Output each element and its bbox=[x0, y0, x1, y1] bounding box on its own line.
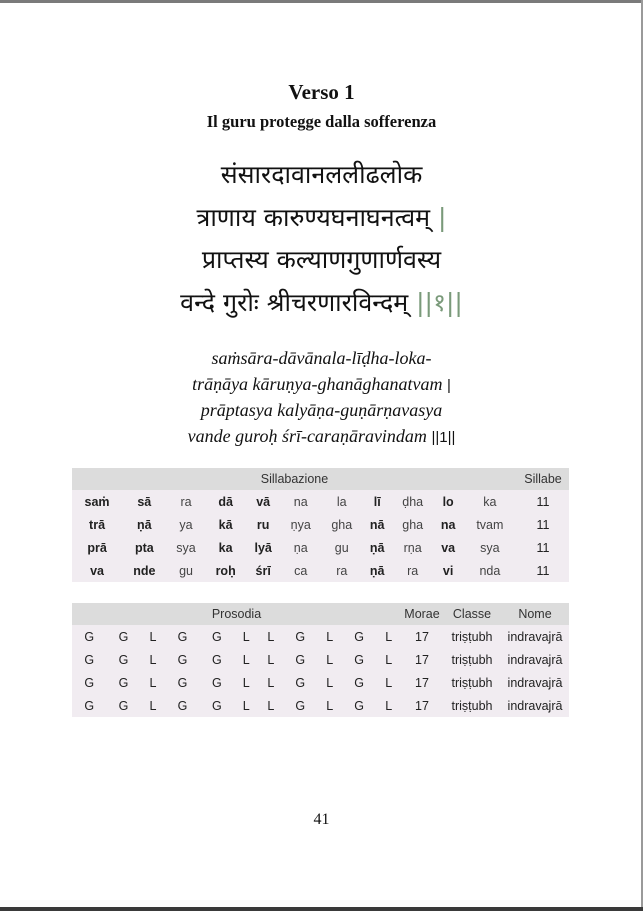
prosody-weight-cell: L bbox=[242, 629, 250, 644]
syllable-cell: sya bbox=[176, 540, 196, 555]
window-top-border bbox=[0, 0, 643, 3]
syllable-cell: roḥ bbox=[215, 563, 236, 578]
syllable-cell: prā bbox=[87, 540, 107, 555]
prosody-weight-cell: L bbox=[242, 698, 250, 713]
prosody-weight-cell: G bbox=[295, 652, 306, 667]
prosody-weight-cell: L bbox=[149, 652, 157, 667]
syllable-cell: va bbox=[441, 540, 456, 555]
syllable-cell: rṇa bbox=[403, 540, 422, 555]
prosody-class-cell: triṣṭubh bbox=[451, 652, 493, 667]
syllable-cell: gha bbox=[331, 517, 353, 532]
syllable-cell: nde bbox=[133, 563, 156, 578]
syllable-cell: lo bbox=[442, 494, 454, 509]
page-number: 41 bbox=[313, 811, 330, 828]
prosody-morae-cell: 17 bbox=[415, 675, 429, 690]
morae-header: Morae bbox=[401, 603, 443, 625]
prosody-weight-cell: L bbox=[242, 652, 250, 667]
prosody-weight-cell: L bbox=[326, 652, 334, 667]
prosody-name-cell: indravajrā bbox=[507, 675, 563, 690]
syllable-cell: pta bbox=[134, 540, 154, 555]
syllabification-row bbox=[72, 536, 569, 559]
prosody-row bbox=[72, 671, 569, 694]
transliteration-line-1: saṁsāra-dāvānala-līḍha-loka- bbox=[211, 348, 432, 368]
syllable-cell: tvam bbox=[476, 517, 504, 532]
prosody-weight-cell: L bbox=[149, 698, 157, 713]
prosody-weight-cell: L bbox=[267, 629, 275, 644]
prosody-header: Prosodia bbox=[72, 603, 401, 625]
syllable-cell: ra bbox=[407, 563, 419, 578]
syllabification-table bbox=[72, 468, 569, 582]
class-header: Classe bbox=[443, 603, 501, 625]
prosody-row bbox=[72, 625, 569, 648]
prosody-weight-cell: G bbox=[118, 652, 129, 667]
prosody-weight-cell: G bbox=[295, 629, 306, 644]
syllable-cell: ka bbox=[483, 494, 497, 509]
syllable-cell: saṁ bbox=[84, 494, 110, 509]
prosody-morae-cell: 17 bbox=[415, 652, 429, 667]
verse-subtitle: Il guru protegge dalla sofferenza bbox=[206, 112, 437, 131]
syllable-cell: la bbox=[336, 494, 347, 509]
verse-title: Verso 1 bbox=[288, 80, 355, 104]
prosody-weight-cell: G bbox=[84, 629, 95, 644]
prosody-weight-cell: L bbox=[385, 652, 393, 667]
syllable-cell: ṇya bbox=[290, 517, 311, 532]
prosody-weight-cell: L bbox=[326, 629, 334, 644]
syllable-cell: dā bbox=[218, 494, 233, 509]
syllable-cell: sya bbox=[480, 540, 500, 555]
devanagari-line-4: वन्दे गुरोः श्रीचरणारविन्दम् ||१|| bbox=[180, 288, 463, 317]
syllable-cell: sā bbox=[137, 494, 152, 509]
syllable-cell: ru bbox=[256, 517, 270, 532]
prosody-weight-cell: L bbox=[149, 675, 157, 690]
transliteration-line-4: vande guroḥ śrī-caraṇāravindam ||1|| bbox=[187, 426, 456, 446]
syllabification-row bbox=[72, 490, 569, 513]
prosody-name-cell: indravajrā bbox=[507, 629, 563, 644]
prosody-class-cell: triṣṭubh bbox=[451, 675, 493, 690]
syllable-cell: lī bbox=[373, 494, 381, 509]
prosody-weight-cell: L bbox=[149, 629, 157, 644]
devanagari-line-2: त्राणाय कारुण्यघनाघनत्वम् | bbox=[196, 203, 447, 232]
prosody-weight-cell: G bbox=[354, 652, 365, 667]
prosody-weight-cell: L bbox=[326, 698, 334, 713]
prosody-weight-cell: G bbox=[118, 698, 129, 713]
prosody-class-cell: triṣṭubh bbox=[451, 629, 493, 644]
prosody-morae-cell: 17 bbox=[415, 629, 429, 644]
prosody-weight-cell: L bbox=[385, 675, 393, 690]
syllable-cell: ṇa bbox=[293, 540, 308, 555]
prosody-weight-cell: L bbox=[326, 675, 334, 690]
syllable-cell: vā bbox=[256, 494, 271, 509]
syllable-cell: gha bbox=[402, 517, 424, 532]
prosody-weight-cell: G bbox=[177, 652, 188, 667]
syllable-cell: ṇā bbox=[137, 517, 152, 532]
devanagari-line-1: संसारदावानललीढलोक bbox=[220, 160, 423, 189]
name-header: Nome bbox=[501, 603, 569, 625]
prosody-weight-cell: G bbox=[118, 629, 129, 644]
prosody-weight-cell: G bbox=[354, 675, 365, 690]
syllable-count-cell: 11 bbox=[536, 494, 550, 509]
prosody-weight-cell: G bbox=[118, 675, 129, 690]
window-bottom-border bbox=[0, 907, 643, 911]
syllable-cell: nā bbox=[369, 517, 385, 532]
syllable-cell: ka bbox=[218, 540, 233, 555]
devanagari-line-3: प्राप्तस्य कल्याणगुणार्णवस्य bbox=[201, 245, 442, 274]
prosody-name-cell: indravajrā bbox=[507, 698, 563, 713]
prosody-weight-cell: G bbox=[211, 652, 222, 667]
syllable-cell: ḍha bbox=[402, 494, 424, 509]
syllable-cell: śrī bbox=[255, 563, 271, 578]
prosody-morae-cell: 17 bbox=[415, 698, 429, 713]
prosody-weight-cell: G bbox=[177, 629, 188, 644]
syllable-count-cell: 11 bbox=[536, 563, 550, 578]
prosody-weight-cell: L bbox=[267, 652, 275, 667]
syllabification-row bbox=[72, 513, 569, 536]
prosody-weight-cell: L bbox=[242, 675, 250, 690]
syllable-cell: trā bbox=[89, 517, 106, 532]
syllable-cell: na bbox=[293, 494, 308, 509]
prosody-weight-cell: G bbox=[84, 652, 95, 667]
syllable-cell: ṇā bbox=[369, 540, 385, 555]
prosody-weight-cell: G bbox=[295, 675, 306, 690]
transliteration-line-2: trāṇāya kāruṇya-ghanāghanatvam | bbox=[192, 374, 451, 394]
syllable-cell: ya bbox=[179, 517, 193, 532]
prosody-weight-cell: L bbox=[267, 698, 275, 713]
prosody-weight-cell: G bbox=[211, 629, 222, 644]
syllable-count-header: Sillabe bbox=[517, 468, 569, 490]
transliteration-line-3: prāptasya kalyāṇa-guṇārṇavasya bbox=[200, 400, 443, 420]
syllable-cell: va bbox=[90, 563, 104, 578]
prosody-weight-cell: G bbox=[177, 698, 188, 713]
prosody-name-cell: indravajrā bbox=[507, 652, 563, 667]
prosody-class-cell: triṣṭubh bbox=[451, 698, 493, 713]
syllable-cell: ca bbox=[294, 563, 308, 578]
prosody-weight-cell: G bbox=[211, 698, 222, 713]
prosody-weight-cell: G bbox=[295, 698, 306, 713]
prosody-weight-cell: G bbox=[354, 698, 365, 713]
prosody-weight-cell: G bbox=[84, 675, 95, 690]
syllable-cell: gu bbox=[179, 563, 193, 578]
syllable-cell: vi bbox=[442, 563, 454, 578]
prosody-weight-cell: G bbox=[354, 629, 365, 644]
syllabification-header: Sillabazione bbox=[72, 468, 517, 490]
syllabification-row bbox=[72, 559, 569, 582]
syllable-count-cell: 11 bbox=[536, 540, 550, 555]
syllable-cell: ra bbox=[336, 563, 348, 578]
prosody-weight-cell: G bbox=[211, 675, 222, 690]
prosody-weight-cell: G bbox=[84, 698, 95, 713]
syllable-count-cell: 11 bbox=[536, 517, 550, 532]
syllable-cell: ṇā bbox=[369, 563, 385, 578]
prosody-weight-cell: L bbox=[267, 675, 275, 690]
syllable-cell: gu bbox=[334, 540, 349, 555]
prosody-weight-cell: G bbox=[177, 675, 188, 690]
syllable-cell: kā bbox=[218, 517, 233, 532]
prosody-row bbox=[72, 648, 569, 671]
syllable-cell: nda bbox=[479, 563, 501, 578]
prosody-row bbox=[72, 694, 569, 717]
syllable-cell: lyā bbox=[254, 540, 272, 555]
prosody-weight-cell: L bbox=[385, 629, 393, 644]
syllable-cell: ra bbox=[180, 494, 192, 509]
syllable-cell: na bbox=[440, 517, 456, 532]
prosody-weight-cell: L bbox=[385, 698, 393, 713]
prosody-table bbox=[72, 603, 569, 717]
